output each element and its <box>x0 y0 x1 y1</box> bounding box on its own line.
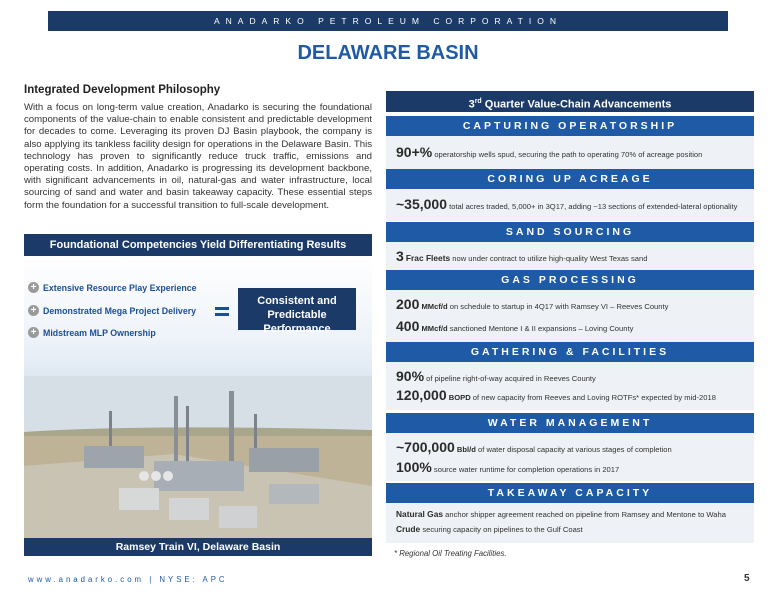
section-body-sand: 3 Frac Fleets now under contract to utilize high-quality West Texas sand <box>386 242 754 270</box>
competency-item <box>28 282 197 293</box>
plus-icon: + <box>28 282 39 293</box>
footer-link[interactable]: www.anadarko.com | NYSE: APC <box>28 575 228 584</box>
competency-label: Extensive Resource Play Experience <box>43 282 197 293</box>
competencies-panel <box>24 256 372 376</box>
value-chain-header: 3rd Quarter Value-Chain Advancements <box>386 91 754 112</box>
philosophy-paragraph: With a focus on long-term value creation, Anadarko is securing the foundational components of the value-chain to enable consistent and predictable development for decades to come. Leveraging its proven DJ Basin playbook, the company is also applying its tankless facility design for operations in the Delaware Basin. This technology has proven to significantly reduce truck traffic, emissions and operating costs. In addition, Anadarko is progressing its development backbone, with significant advancements in oil, natural-gas and water infrastructure, local sourcing of sand and water and basin takeaway capacity. These essential steps form the foundation for a successful transition to full-scale development. <box>24 102 372 211</box>
competency-label: Midstream MLP Ownership <box>43 327 156 338</box>
section-title-takeaway: TAKEAWAY CAPACITY <box>386 483 754 503</box>
competency-item <box>28 327 156 338</box>
section-body-operatorship: 90+% operatorship wells spud, securing the path to operating 70% of acreage position <box>386 136 754 170</box>
section-title-gas: GAS PROCESSING <box>386 270 754 290</box>
section-body-takeaway: Natural Gas anchor shipper agreement reached on pipeline from Ramsey and Mentone to Waha Crude securing capacity on pipelines to the Gulf Coast <box>386 503 754 543</box>
competencies-header: Foundational Competencies Yield Differentiating Results <box>24 234 372 256</box>
section-body-gathering: 90% of pipeline right-of-way acquired in Reeves County 120,000 BOPD of new capacity from Reeves and Loving ROTFs* expected by mid-2018 <box>386 362 754 410</box>
section-title-acreage: CORING UP ACREAGE <box>386 169 754 189</box>
section-title-water: WATER MANAGEMENT <box>386 413 754 433</box>
result-box <box>238 288 356 335</box>
section-body-water: ~700,000 Bbl/d of water disposal capacity at various stages of completion 100% source water runtime for completion operations in 2017 <box>386 433 754 481</box>
company-banner: ANADARKO PETROLEUM CORPORATION <box>48 11 728 31</box>
section-title-operatorship: CAPTURING OPERATORSHIP <box>386 116 754 136</box>
competency-label: Demonstrated Mega Project Delivery <box>43 305 197 316</box>
plus-icon: + <box>28 327 39 338</box>
section-body-acreage: ~35,000 total acres traded, 5,000+ in 3Q17, adding ~13 sections of extended-lateral optionality <box>386 189 754 221</box>
result-line-2: Predictable Performance <box>263 309 331 335</box>
footnote: * Regional Oil Treating Facilities. <box>394 549 507 558</box>
competency-item <box>28 305 196 316</box>
facility-photo <box>24 376 372 538</box>
section-title-gathering: GATHERING & FACILITIES <box>386 342 754 362</box>
page-number: 5 <box>744 573 750 584</box>
section-title-sand: SAND SOURCING <box>386 222 754 242</box>
philosophy-heading: Integrated Development Philosophy <box>24 84 221 96</box>
section-body-gas: 200 MMcf/d on schedule to startup in 4Q17 with Ramsey VI – Reeves County 400 MMcf/d sanctioned Mentone I & II expansions – Loving County <box>386 290 754 342</box>
facility-illustration <box>24 376 372 538</box>
equals-icon <box>215 307 229 319</box>
plus-icon: + <box>28 305 39 316</box>
result-line-1: Consistent and <box>257 295 337 307</box>
photo-caption: Ramsey Train VI, Delaware Basin <box>24 538 372 556</box>
page-title: DELAWARE BASIN <box>297 42 479 64</box>
